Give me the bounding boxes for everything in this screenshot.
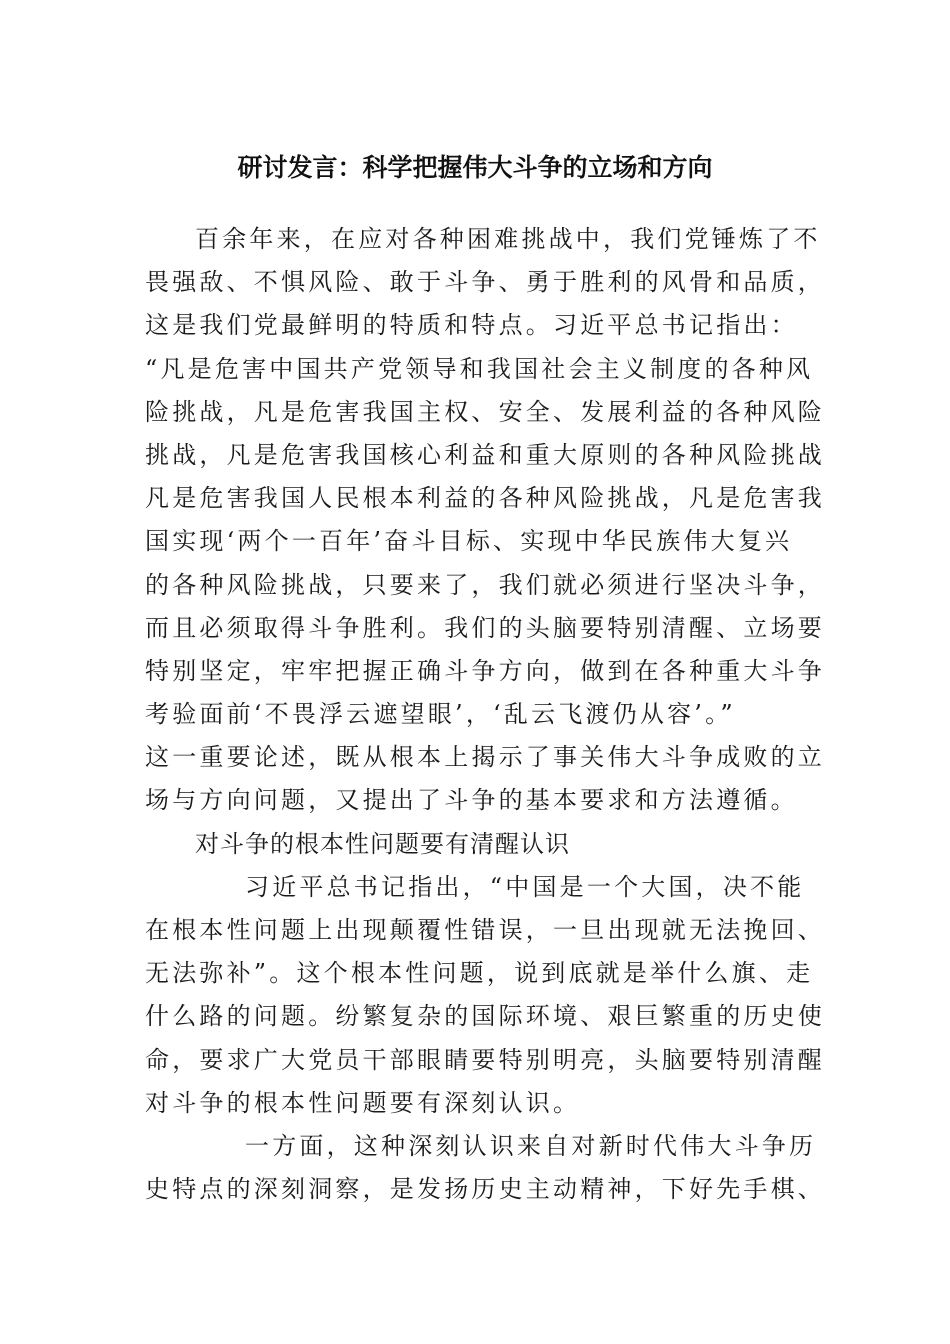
- text-line: 险挑战，凡是危害我国主权、安全、发展利益的各种风险: [145, 397, 825, 426]
- document-body: [145, 218, 825, 1211]
- text-line: 畏强敌、不惧风险、敢于斗争、勇于胜利的风骨和品质，: [145, 268, 825, 297]
- text-line: 无法弥补”。这个根本性问题，说到底就是举什么旗、走: [145, 959, 814, 988]
- text-line: 考验面前‘不畏浮云遮望眼’，‘乱云飞渡仍从容’。”: [145, 700, 736, 729]
- text-line: 而且必须取得斗争胜利。我们的头脑要特别清醒、立场要: [145, 613, 825, 642]
- section-heading: 对斗争的根本性问题要有清醒认识: [195, 829, 570, 858]
- document-title: 研讨发言：科学把握伟大斗争的立场和方向: [237, 153, 713, 182]
- text-line: 对斗争的根本性问题要有深刻认识。: [145, 1088, 581, 1117]
- text-line: 的各种风险挑战，只要来了，我们就必须进行坚决斗争，: [145, 570, 825, 599]
- text-line: 命，要求广大党员干部眼睛要特别明亮，头脑要特别清醒: [145, 1045, 825, 1074]
- text-line: 百余年来，在应对各种困难挑战中，我们党锤炼了不: [195, 225, 821, 253]
- text-line: 习近平总书记指出，“中国是一个大国，决不能: [245, 872, 805, 901]
- text-line: 在根本性问题上出现颠覆性错误，一旦出现就无法挽回、: [145, 916, 825, 944]
- text-line: 特别坚定，牢牢把握正确斗争方向，做到在各种重大斗争: [145, 656, 825, 685]
- text-line: 什么路的问题。纷繁复杂的国际环境、艰巨繁重的历史使: [145, 1002, 825, 1031]
- text-line: 这一重要论述，既从根本上揭示了事关伟大斗争成败的立: [145, 743, 825, 772]
- text-line: 凡是危害我国人民根本利益的各种风险挑战，凡是危害我: [145, 484, 825, 513]
- text-line: 国实现‘两个一百年’奋斗目标、实现中华民族伟大复兴: [145, 527, 793, 556]
- text-line: 史特点的深刻洞察，是发扬历史主动精神，下好先手棋、: [145, 1175, 825, 1204]
- text-line: 一方面，这种深刻认识来自对新时代伟大斗争历: [245, 1131, 817, 1160]
- text-line: 挑战，凡是危害我国核心利益和重大原则的各种风险挑战: [145, 440, 825, 469]
- text-line: “凡是危害中国共产党领导和我国社会主义制度的各种风: [145, 354, 814, 383]
- text-line: 场与方向问题，又提出了斗争的基本要求和方法遵循。: [145, 786, 798, 815]
- text-line: 这是我们党最鲜明的特质和特点。习近平总书记指出：: [145, 311, 798, 340]
